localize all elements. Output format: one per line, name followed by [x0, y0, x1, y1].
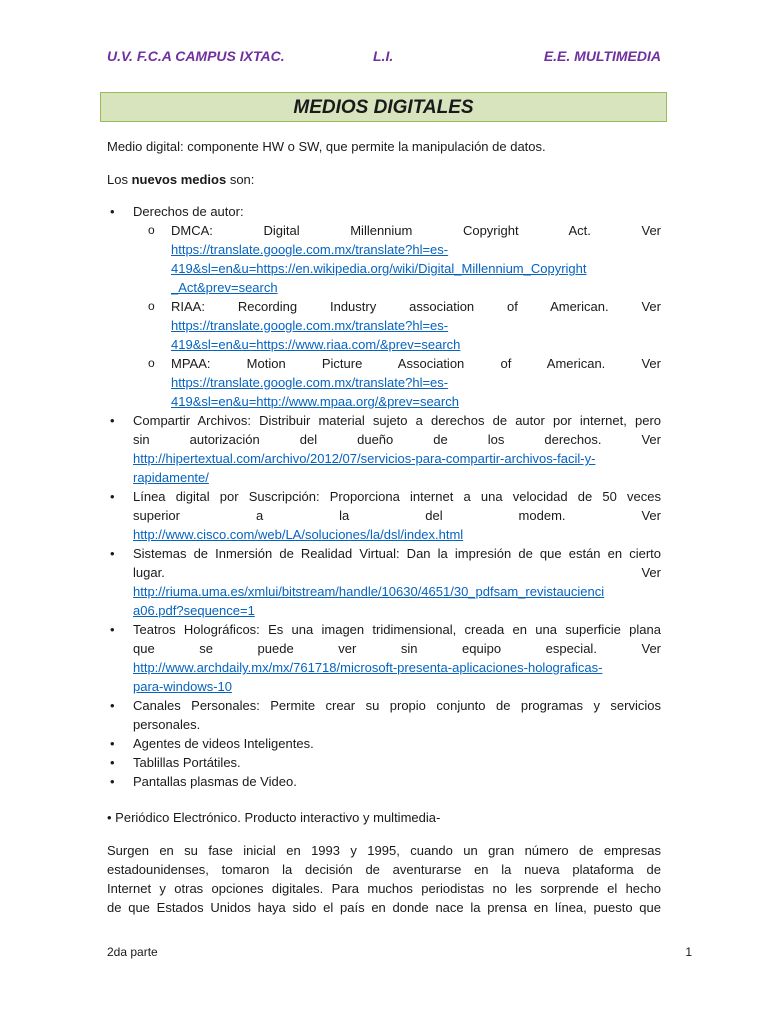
canales-text: personales.	[133, 717, 201, 732]
bullet-text: Pantallas plasmas de Video.	[133, 774, 297, 789]
los-bold: nuevos medios	[131, 172, 227, 187]
sub-list-item	[107, 221, 661, 297]
bullet-icon: •	[110, 774, 115, 789]
list-item	[107, 753, 661, 772]
paragraph-line: de que Estados Unidos haya sido el país en donde nace la prensa en línea, puesto que	[107, 900, 661, 915]
dmca-link[interactable]: 419&sl=en&u=https://en.wikipedia.org/wiki/Digital_Millennium_Copyright	[171, 261, 587, 276]
los-suffix: son:	[226, 172, 255, 187]
paragraph-line: Surgen en su fase inicial en 1993 y 1995, cuando un gran número de empresas	[107, 843, 661, 858]
circle-bullet-icon: o	[148, 299, 155, 313]
paragraph-line: estadounidenses, tomaron la decisión de aventurarse en la nueva plataforma de	[107, 862, 661, 877]
paragraph-line: Internet y otras opciones digitales. Para muchos periodistas no les sorprende el hecho	[107, 881, 661, 896]
surgen-paragraph	[107, 841, 661, 917]
compartir-text: sin autorización del dueño de los derechos. Ver	[133, 432, 661, 447]
sistemas-text: lugar. Ver	[133, 565, 661, 580]
los-prefix: Los	[107, 172, 132, 187]
header-right: E.E. MULTIMEDIA	[543, 48, 661, 64]
header-left: U.V. F.C.A CAMPUS IXTAC.	[107, 48, 285, 64]
sub-list-item	[107, 354, 661, 411]
bullet-icon: •	[110, 755, 115, 770]
teatros-link[interactable]: http://www.archdaily.mx/mx/761718/microsoft-presenta-aplicaciones-holograficas-	[133, 660, 603, 675]
intro-paragraph: Medio digital: componente HW o SW, que permite la manipulación de datos.	[107, 139, 546, 154]
page-number: 1	[685, 945, 692, 959]
sistemas-text: Sistemas de Inmersión de Realidad Virtual: Dan la impresión de que están en cierto	[133, 546, 661, 561]
bullet-text: Agentes de videos Inteligentes.	[133, 736, 314, 751]
sistemas-link[interactable]: http://riuma.uma.es/xmlui/bitstream/handle/10630/4651/30_pdfsam_revistaucienci	[133, 584, 605, 599]
compartir-link[interactable]: rapidamente/	[133, 470, 209, 485]
bullet-icon: •	[110, 204, 115, 219]
mpaa-text: MPAA: Motion Picture Association of American. Ver	[171, 356, 661, 371]
bullet-icon: •	[110, 489, 115, 504]
list-item	[107, 487, 661, 544]
los-paragraph	[107, 170, 661, 189]
circle-bullet-icon: o	[148, 223, 155, 237]
canales-text: Canales Personales: Permite crear su propio conjunto de programas y servicios	[133, 698, 661, 713]
riaa-link[interactable]: 419&sl=en&u=https://www.riaa.com/&prev=search	[171, 337, 461, 352]
sistemas-link[interactable]: a06.pdf?sequence=1	[133, 603, 255, 618]
linea-text: superior a la del modem. Ver	[133, 508, 661, 523]
circle-bullet-icon: o	[148, 356, 155, 370]
list-item	[107, 202, 661, 221]
bullet-text: Tablillas Portátiles.	[133, 755, 241, 770]
page-title: MEDIOS DIGITALES	[100, 92, 667, 122]
list-item	[107, 544, 661, 620]
header-middle: L.I.	[373, 48, 394, 64]
list-item	[107, 734, 661, 753]
linea-text: Línea digital por Suscripción: Proporciona internet a una velocidad de 50 veces	[133, 489, 661, 504]
teatros-text: que se puede ver sin equipo especial. Ver	[133, 641, 661, 656]
teatros-text: Teatros Holográficos: Es una imagen tridimensional, creada en una superficie plana	[133, 622, 661, 637]
list-item	[107, 696, 661, 734]
dmca-link[interactable]: _Act&prev=search	[171, 280, 278, 295]
list-item	[107, 620, 661, 696]
compartir-link[interactable]: http://hipertextual.com/archivo/2012/07/servicios-para-compartir-archivos-facil-y-	[133, 451, 596, 466]
dmca-text: DMCA: Digital Millennium Copyright Act. Ver	[171, 223, 661, 238]
bullet-icon: •	[110, 736, 115, 751]
bullet-icon: •	[110, 622, 115, 637]
bullet-list	[107, 202, 661, 791]
mpaa-link[interactable]: 419&sl=en&u=http://www.mpaa.org/&prev=search	[171, 394, 459, 409]
dmca-link[interactable]: https://translate.google.com.mx/translate?hl=es-	[171, 242, 449, 257]
teatros-link[interactable]: para-windows-10	[133, 679, 232, 694]
bullet-text: Derechos de autor:	[133, 204, 244, 219]
periodico-paragraph: • Periódico Electrónico. Producto interactivo y multimedia-	[107, 810, 441, 825]
bullet-icon: •	[110, 413, 115, 428]
linea-link[interactable]: http://www.cisco.com/web/LA/soluciones/la/dsl/index.html	[133, 527, 464, 542]
list-item	[107, 772, 661, 791]
compartir-text: Compartir Archivos: Distribuir material sujeto a derechos de autor por internet, pero	[133, 413, 661, 428]
riaa-text: RIAA: Recording Industry association of American. Ver	[171, 299, 661, 314]
riaa-link[interactable]: https://translate.google.com.mx/translate?hl=es-	[171, 318, 449, 333]
footer-left: 2da parte	[107, 945, 158, 959]
sub-list-item	[107, 297, 661, 354]
bullet-icon: •	[110, 698, 115, 713]
bullet-icon: •	[110, 546, 115, 561]
mpaa-link[interactable]: https://translate.google.com.mx/translate?hl=es-	[171, 375, 449, 390]
list-item	[107, 411, 661, 487]
